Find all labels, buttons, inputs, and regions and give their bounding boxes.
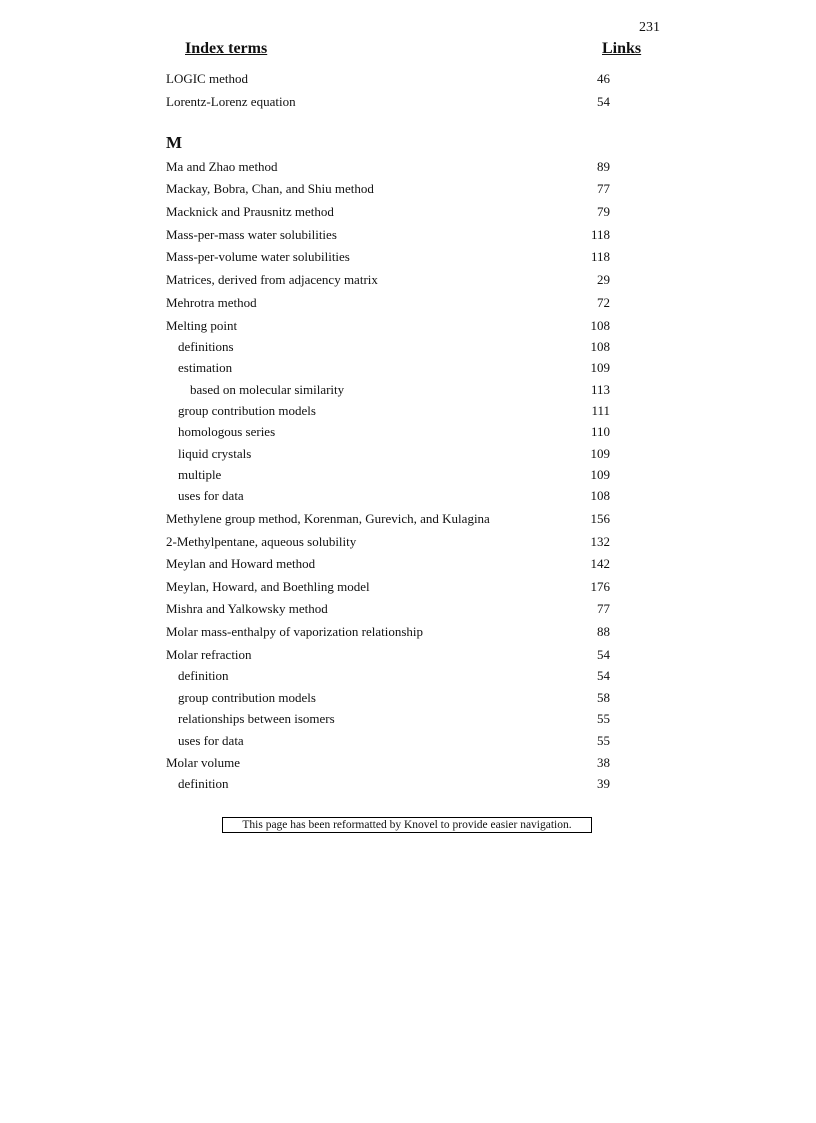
entry-term: Mass-per-mass water solubilities: [166, 227, 337, 242]
entry-link[interactable]: 88: [597, 624, 610, 639]
index-entry: [166, 601, 610, 621]
entry-term: liquid crystals: [178, 446, 252, 461]
entry-term: uses for data: [178, 488, 244, 503]
entry-term: based on molecular similarity: [190, 382, 345, 397]
section-letter: M: [166, 133, 183, 152]
entry-term: Mishra and Yalkowsky method: [166, 601, 328, 616]
entry-term: Mehrotra method: [166, 295, 257, 310]
entry-link[interactable]: 108: [590, 339, 610, 354]
entry-term: multiple: [178, 467, 222, 482]
entry-link[interactable]: 111: [591, 403, 610, 418]
entry-term: Macknick and Prausnitz method: [166, 204, 334, 219]
index-subentry: [166, 339, 610, 359]
entry-link[interactable]: 108: [590, 318, 610, 333]
index-subentry: [166, 424, 610, 444]
index-entry: [166, 249, 610, 269]
index-entry: [166, 295, 610, 315]
entry-link[interactable]: 89: [597, 159, 610, 174]
entry-link[interactable]: 55: [597, 733, 610, 748]
entry-link[interactable]: 79: [597, 204, 610, 219]
index-entry: [166, 511, 610, 531]
entry-link[interactable]: 29: [597, 272, 610, 287]
entry-term: Molar refraction: [166, 647, 252, 662]
index-entry: [166, 755, 610, 775]
entry-link[interactable]: 46: [597, 71, 610, 86]
index-entry: [166, 227, 610, 247]
entry-term: Mackay, Bobra, Chan, and Shiu method: [166, 181, 374, 196]
entry-term: Lorentz-Lorenz equation: [166, 94, 296, 109]
page-number: 231: [639, 20, 660, 35]
entry-term: relationships between isomers: [178, 711, 335, 726]
entry-term: homologous series: [178, 424, 276, 439]
entry-link[interactable]: 176: [590, 579, 610, 594]
entry-link[interactable]: 132: [590, 534, 610, 549]
index-subentry: [166, 711, 610, 731]
entry-link[interactable]: 118: [590, 227, 610, 242]
entry-term: Molar volume: [166, 755, 241, 770]
entry-term: LOGIC method: [166, 71, 248, 86]
entry-link[interactable]: 38: [597, 755, 610, 770]
index-terms-header: Index terms: [185, 40, 268, 57]
entry-link[interactable]: 54: [597, 647, 610, 662]
entry-link[interactable]: 39: [597, 776, 610, 791]
entry-link[interactable]: 156: [590, 511, 610, 526]
index-entry: [166, 318, 610, 338]
index-subentry: [166, 403, 610, 423]
index-entry: [166, 159, 610, 179]
entry-term: group contribution models: [178, 690, 316, 705]
entry-link[interactable]: 77: [597, 181, 610, 196]
index-entry: [166, 624, 610, 644]
index-entry: [166, 272, 610, 292]
entry-link[interactable]: 72: [597, 295, 610, 310]
knovel-reformat-note: This page has been reformatted by Knovel to provide easier navigation.: [222, 817, 592, 833]
entry-term: Meylan and Howard method: [166, 556, 316, 571]
index-entry: [166, 204, 610, 224]
index-entry: [166, 94, 610, 114]
entry-term: Meylan, Howard, and Boethling model: [166, 579, 370, 594]
entry-term: 2-Methylpentane, aqueous solubility: [166, 534, 357, 549]
entry-link[interactable]: 109: [590, 446, 610, 461]
index-subentry: [166, 488, 610, 508]
entry-link[interactable]: 118: [590, 249, 610, 264]
entry-link[interactable]: 54: [597, 94, 610, 109]
index-subentry: [166, 668, 610, 688]
entry-term: definitions: [178, 339, 234, 354]
index-entry: [166, 647, 610, 667]
entry-link[interactable]: 77: [597, 601, 610, 616]
entry-term: estimation: [178, 360, 233, 375]
index-subentry: [166, 446, 610, 466]
entry-term: definition: [178, 668, 229, 683]
entry-link[interactable]: 109: [590, 467, 610, 482]
entry-term: Melting point: [166, 318, 238, 333]
index-entry: [166, 71, 610, 91]
entry-term: Molar mass-enthalpy of vaporization relationship: [166, 624, 424, 639]
entry-link[interactable]: 109: [590, 360, 610, 375]
index-entry: [166, 181, 610, 201]
index-entry: [166, 534, 610, 554]
entry-link[interactable]: 142: [590, 556, 610, 571]
entry-link[interactable]: 110: [590, 424, 610, 439]
entry-term: Ma and Zhao method: [166, 159, 278, 174]
entry-term: Matrices, derived from adjacency matrix: [166, 272, 378, 287]
entry-link[interactable]: 58: [597, 690, 610, 705]
index-subentry: [166, 382, 610, 402]
index-entry: [166, 579, 610, 599]
index-subentry: [166, 690, 610, 710]
entry-link[interactable]: 54: [597, 668, 610, 683]
index-subentry: [166, 733, 610, 753]
entry-term: Methylene group method, Korenman, Gurevich, and Kulagina: [166, 511, 490, 526]
entry-term: Mass-per-volume water solubilities: [166, 249, 350, 264]
index-subentry: [166, 467, 610, 487]
index-subentry: [166, 776, 610, 796]
entry-link[interactable]: 108: [590, 488, 610, 503]
entry-link[interactable]: 55: [597, 711, 610, 726]
index-entry: [166, 556, 610, 576]
index-subentry: [166, 360, 610, 380]
entry-term: uses for data: [178, 733, 244, 748]
entry-term: definition: [178, 776, 229, 791]
links-header: Links: [602, 40, 642, 57]
entry-term: group contribution models: [178, 403, 316, 418]
entry-link[interactable]: 113: [590, 382, 610, 397]
